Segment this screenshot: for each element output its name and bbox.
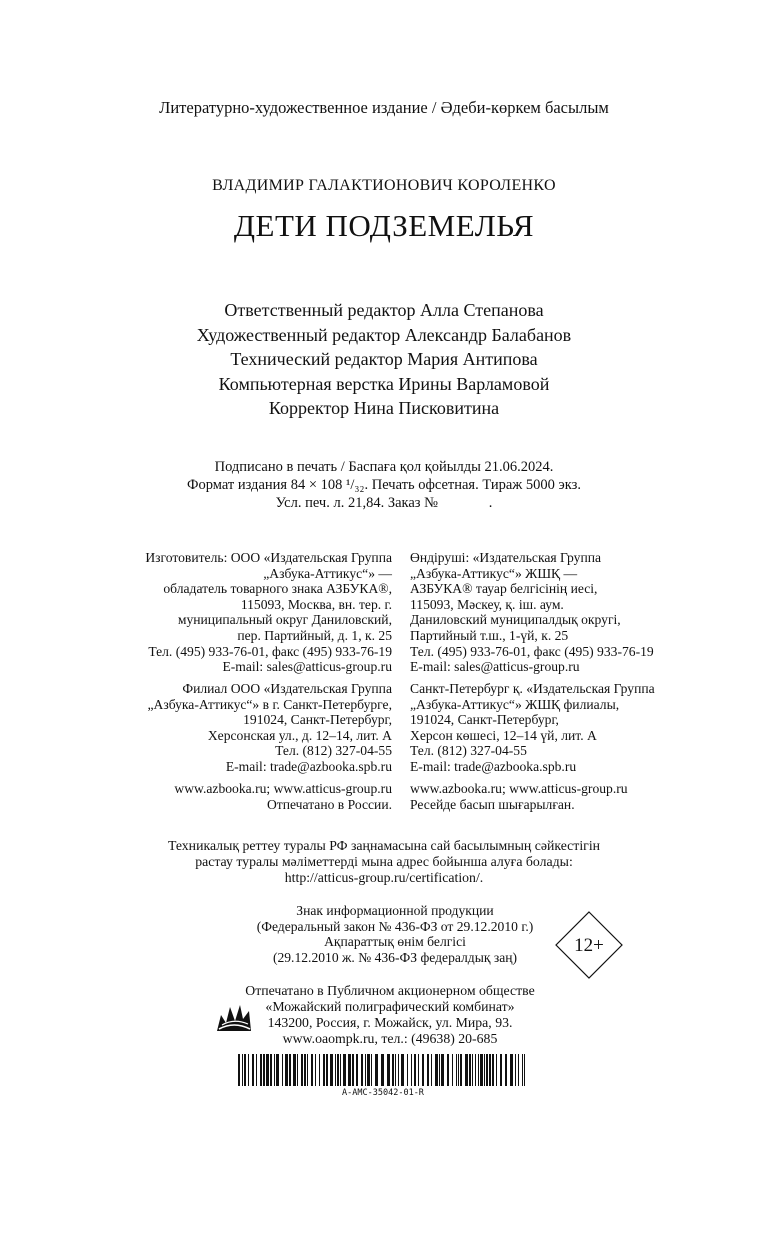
manufacturer-ru-line: пер. Партийный, д. 1, к. 25: [237, 627, 392, 643]
tech-reg-line: растау туралы мәліметтерді мына адрес бойынша алуға болады:: [195, 854, 573, 869]
tech-reg-line: Техникалық реттеу туралы РФ заңнамасына сай басылымның сәйкестігін: [167, 838, 601, 853]
web-kz-line: Ресейде басып шығарылған.: [410, 796, 575, 812]
print-info-line: Усл. печ. л. 21,84. Заказ № .: [275, 495, 493, 511]
diamond-age-badge-icon: [554, 910, 624, 980]
printer-block: [220, 983, 560, 1047]
branch-kz: [410, 681, 655, 775]
manufacturer-ru: [145, 550, 392, 675]
manufacturer-ru-line: 115093, Москва, вн. тер. г.: [240, 596, 392, 612]
info-sign-line: (29.12.2010 ж. № 436-ФЗ федералдық заң): [272, 949, 518, 965]
print-info-line: Формат издания 84 × 108 ¹/₃₂. Печать офсетная. Тираж 5000 экз.: [187, 477, 581, 493]
tech-reg-line: http://atticus-group.ru/certification/.: [284, 870, 484, 885]
manufacturer-kz-line: Тел. (495) 933-76-01, факс (495) 933-76-19: [410, 643, 654, 659]
series-line: Литературно-художественное издание / Әдеби-көркем басылым: [159, 98, 609, 117]
book-title: ДЕТИ ПОДЗЕМЕЛЬЯ: [233, 208, 535, 243]
branch-ru-line: Филиал ООО «Издательская Группа: [182, 681, 392, 696]
tech-regulation-block: [0, 838, 768, 886]
manufacturer-kz-line: Өндіруші: «Издательская Группа: [410, 550, 602, 565]
manufacturer-kz-line: „Азбука-Аттикус“» ЖШҚ —: [410, 565, 578, 581]
branch-ru-line: E-mail: trade@azbooka.spb.ru: [225, 758, 392, 774]
barcode-text: A-AMC-35042-01-R: [342, 1088, 424, 1098]
web-ru: [174, 781, 392, 812]
web-kz: [410, 781, 628, 812]
manufacturer-ru-line: Изготовитель: ООО «Издательская Группа: [145, 550, 392, 565]
branch-ru-line: „Азбука-Аттикус“» в г. Санкт-Петербурге,: [147, 696, 392, 712]
print-info-line: Подписано в печать / Баспаға қол қойылды 21.06.2024.: [214, 459, 554, 475]
branch-ru: [147, 681, 392, 775]
printer-line: www.oaompk.ru, тел.: (49638) 20-685: [282, 1031, 498, 1046]
editor-line: Технический редактор Мария Антипова: [230, 349, 538, 369]
web-kz-line: www.azbooka.ru; www.atticus-group.ru: [410, 781, 628, 796]
web-ru-line: www.azbooka.ru; www.atticus-group.ru: [174, 781, 392, 796]
barcode-icon: [238, 1054, 528, 1086]
editors-block: [0, 298, 768, 421]
branch-kz-line: „Азбука-Аттикус“» ЖШҚ филиалы,: [410, 696, 620, 712]
manufacturer-ru-line: „Азбука-Аттикус“» —: [263, 565, 392, 581]
printer-line: Отпечатано в Публичном акционерном обществе: [245, 983, 535, 998]
branch-kz-line: Санкт-Петербург қ. «Издательская Группа: [410, 681, 655, 696]
editor-line: Корректор Нина Писковитина: [268, 398, 500, 418]
editor-line: Компьютерная верстка Ирины Варламовой: [218, 373, 550, 394]
manufacturer-ru-line: E-mail: sales@atticus-group.ru: [222, 659, 392, 675]
printer-line: 143200, Россия, г. Можайск, ул. Мира, 93.: [267, 1015, 513, 1030]
branch-kz-line: 191024, Санкт-Петербург,: [410, 712, 559, 728]
editor-line: Художественный редактор Александр Балабанов: [196, 324, 572, 345]
branch-ru-line: 191024, Санкт-Петербург,: [243, 712, 392, 728]
author-name: ВЛАДИМИР ГАЛАКТИОНОВИЧ КОРОЛЕНКО: [212, 177, 556, 194]
info-sign-line: Знак информационной продукции: [296, 903, 494, 918]
info-sign-block: [230, 903, 560, 965]
branch-ru-line: Херсонская ул., д. 12–14, лит. А: [207, 727, 392, 743]
manufacturer-ru-line: муниципальный округ Даниловский,: [177, 612, 392, 628]
age-rating: 12+: [574, 935, 604, 956]
branch-kz-line: E-mail: trade@azbooka.spb.ru: [410, 758, 577, 774]
branch-kz-line: Херсон көшесі, 12–14 үй, лит. А: [410, 727, 597, 743]
printer-line: «Можайский полиграфический комбинат»: [265, 999, 515, 1014]
manufacturer-kz-line: 115093, Мәскеу, қ. іш. аум.: [410, 596, 564, 612]
manufacturer-kz-line: Партийный т.ш., 1-үй, к. 25: [410, 627, 569, 643]
web-ru-line: Отпечатано в России.: [266, 796, 392, 812]
manufacturer-kz-line: E-mail: sales@atticus-group.ru: [410, 659, 580, 675]
manufacturer-kz-line: АЗБУКА® тауар белгісінің иесі,: [410, 581, 598, 597]
print-info-block: [0, 458, 768, 512]
branch-ru-line: Тел. (812) 327-04-55: [275, 743, 392, 759]
manufacturer-kz: [410, 550, 654, 675]
info-sign-line: Ақпараттық өнім белгісі: [324, 934, 466, 950]
info-sign-line: (Федеральный закон № 436-ФЗ от 29.12.2010 г.): [256, 918, 534, 934]
manufacturer-ru-line: обладатель товарного знака АЗБУКА®,: [163, 581, 392, 597]
editor-line: Ответственный редактор Алла Степанова: [224, 300, 544, 320]
manufacturer-kz-line: Даниловский муниципалдық округі,: [410, 612, 621, 628]
branch-kz-line: Тел. (812) 327-04-55: [410, 743, 527, 759]
manufacturer-ru-line: Тел. (495) 933-76-01, факс (495) 933-76-19: [148, 643, 392, 659]
